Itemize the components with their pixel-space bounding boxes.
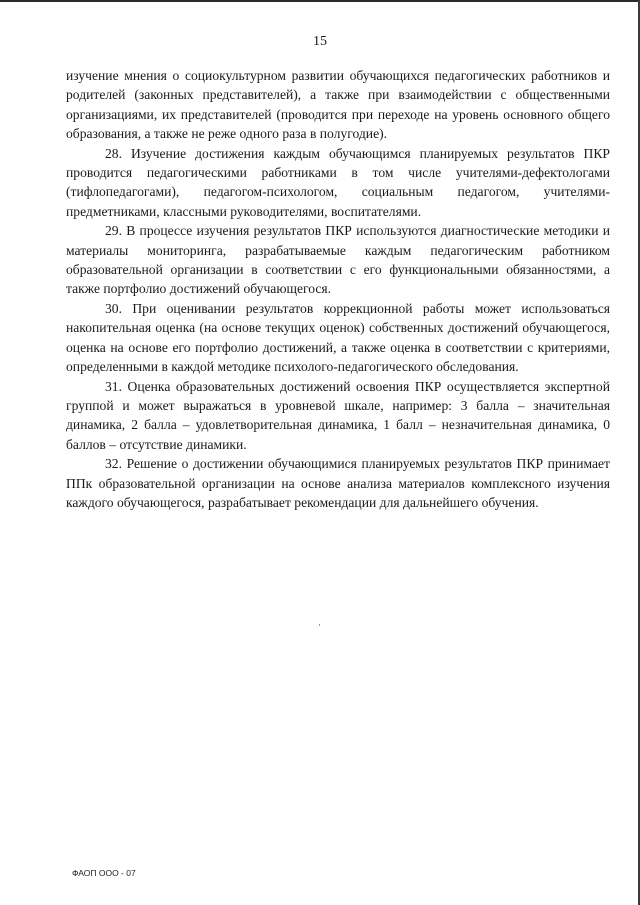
footer-document-code: ФАОП ООО - 07	[72, 868, 136, 878]
scan-speck	[319, 624, 320, 626]
paragraph-31: 31. Оценка образовательных достижений освоения ПКР осуществляется экспертной группой и может выражаться в уровневой шкале, например: 3 балла – значительная динамика, 2 балла – удовлетворительная динамика, 1 балл – незначительная динамика, 0 баллов – отсутствие динамики.	[66, 378, 610, 452]
paragraph-continuation: изучение мнения о социокультурном развитии обучающихся педагогических работников и родителей (законных представителей), а также при взаимодействии с общественными организациями, их представителей (проводится при переходе на уровень основного общего образования, а также не реже одного раза в полугодие).	[66, 68, 610, 142]
paragraph-29: 29. В процессе изучения результатов ПКР используются диагностические методики и материалы мониторинга, разрабатываемые каждым педагогическим работником образовательной организации в соответствии с его функциональными обязанностями, а также портфолио достижений обучающегося.	[66, 223, 610, 297]
scan-edge-top	[0, 0, 640, 2]
body-text	[66, 66, 610, 512]
paragraph-32: 32. Решение о достижении обучающимися планируемых результатов ПКР принимает ППк образовательной организации на основе анализа материалов комплексного изучения каждого обучающегося, разрабатывает рекомендации для дальнейшего обучения.	[66, 456, 610, 510]
paragraph-30: 30. При оценивании результатов коррекционной работы может использоваться накопительная оценка (на основе текущих оценок) собственных достижений обучающегося, оценка на основе его портфолио достижений, а также оценка в соответствии с критериями, определенными в каждой методике психолого-педагогического обследования.	[66, 300, 610, 375]
paragraph-28: 28. Изучение достижения каждым обучающимся планируемых результатов ПКР проводится педагогическими работниками в том числе учителями-дефектологами (тифлопедагогами), педагогом-психологом, социальным педагогом, учителями-предметниками, классными руководителями, воспитателями.	[66, 145, 610, 219]
page-number: 15	[313, 34, 327, 49]
